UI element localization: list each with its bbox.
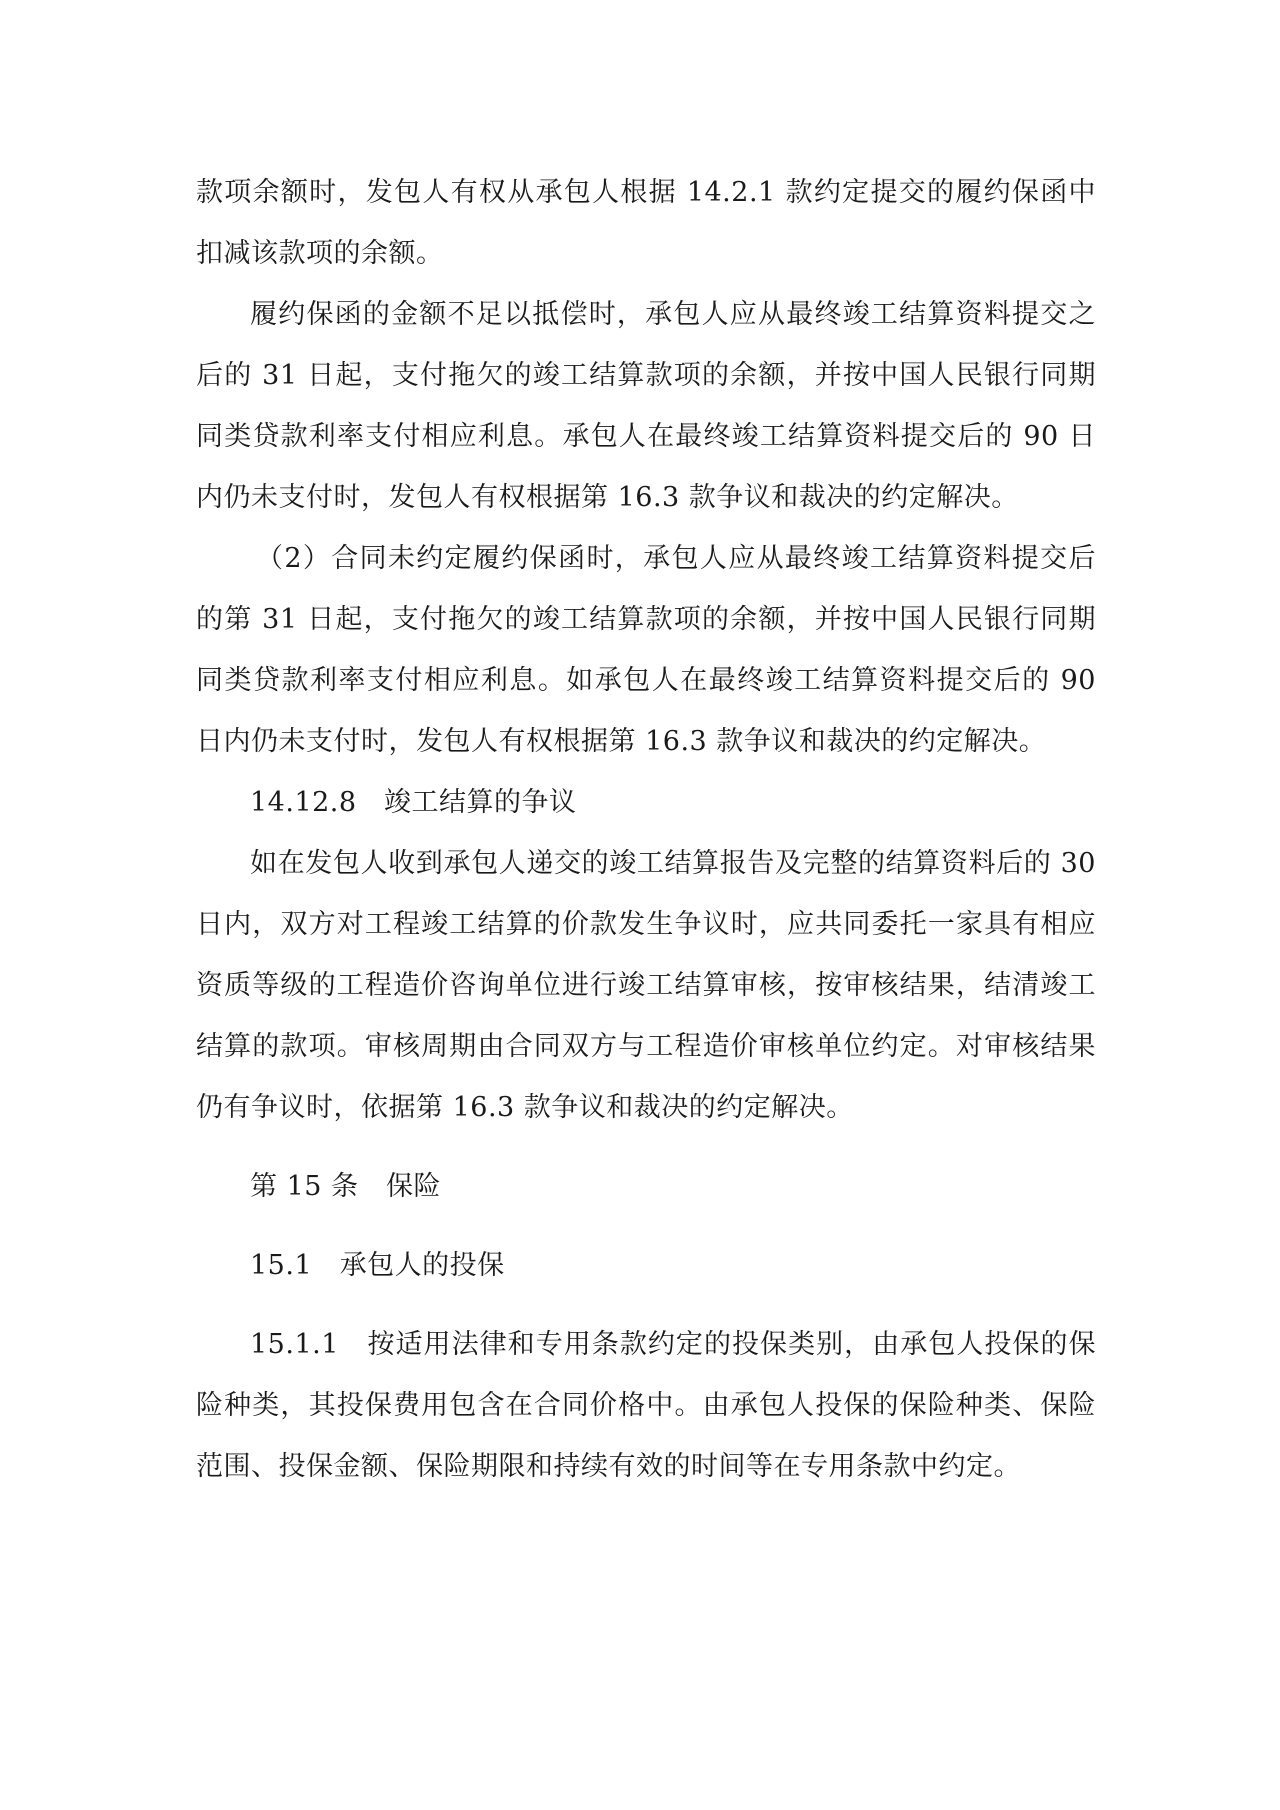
paragraph-balance-deduction: 款项余额时，发包人有权从承包人根据 14.2.1 款约定提交的履约保函中扣减该款项的余额。	[196, 177, 1096, 269]
section-heading-15-1: 15.1 承包人的投保	[250, 1250, 505, 1281]
section-heading-14-12-8: 14.12.8 竣工结算的争议	[250, 787, 577, 818]
paragraph-guarantee-insufficient: 履约保函的金额不足以抵偿时，承包人应从最终竣工结算资料提交之后的 31 日起，支付拖欠的竣工结算款项的余额，并按中国人民银行同期同类贷款利率支付相应利息。承包人在最终竣工结算资料提交后的 90 日内仍未支付时，发包人有权根据第 16.3 款争议和裁决的约定解决。	[196, 299, 1096, 513]
article-heading-15: 第 15 条 保险	[250, 1171, 442, 1202]
paragraph-settlement-dispute: 如在发包人收到承包人递交的竣工结算报告及完整的结算资料后的 30 日内，双方对工程竣工结算的价款发生争议时，应共同委托一家具有相应资质等级的工程造价咨询单位进行竣工结算审核，按审核结果，结清竣工结算的款项。审核周期由合同双方与工程造价审核单位约定。对审核结果仍有争议时，依据第 16.3 款争议和裁决的约定解决。	[196, 848, 1096, 1123]
page-content	[196, 162, 1096, 1497]
paragraph-15-1-1: 15.1.1 按适用法律和专用条款约定的投保类别，由承包人投保的保险种类，其投保费用包含在合同价格中。由承包人投保的保险种类、保险范围、投保金额、保险期限和持续有效的时间等在专用条款中约定。	[196, 1329, 1096, 1482]
paragraph-no-guarantee: （2）合同未约定履约保函时，承包人应从最终竣工结算资料提交后的第 31 日起，支付拖欠的竣工结算款项的余额，并按中国人民银行同期同类贷款利率支付相应利息。如承包人在最终竣工结算资料提交后的 90 日内仍未支付时，发包人有权根据第 16.3 款争议和裁决的约定解决。	[196, 543, 1096, 757]
